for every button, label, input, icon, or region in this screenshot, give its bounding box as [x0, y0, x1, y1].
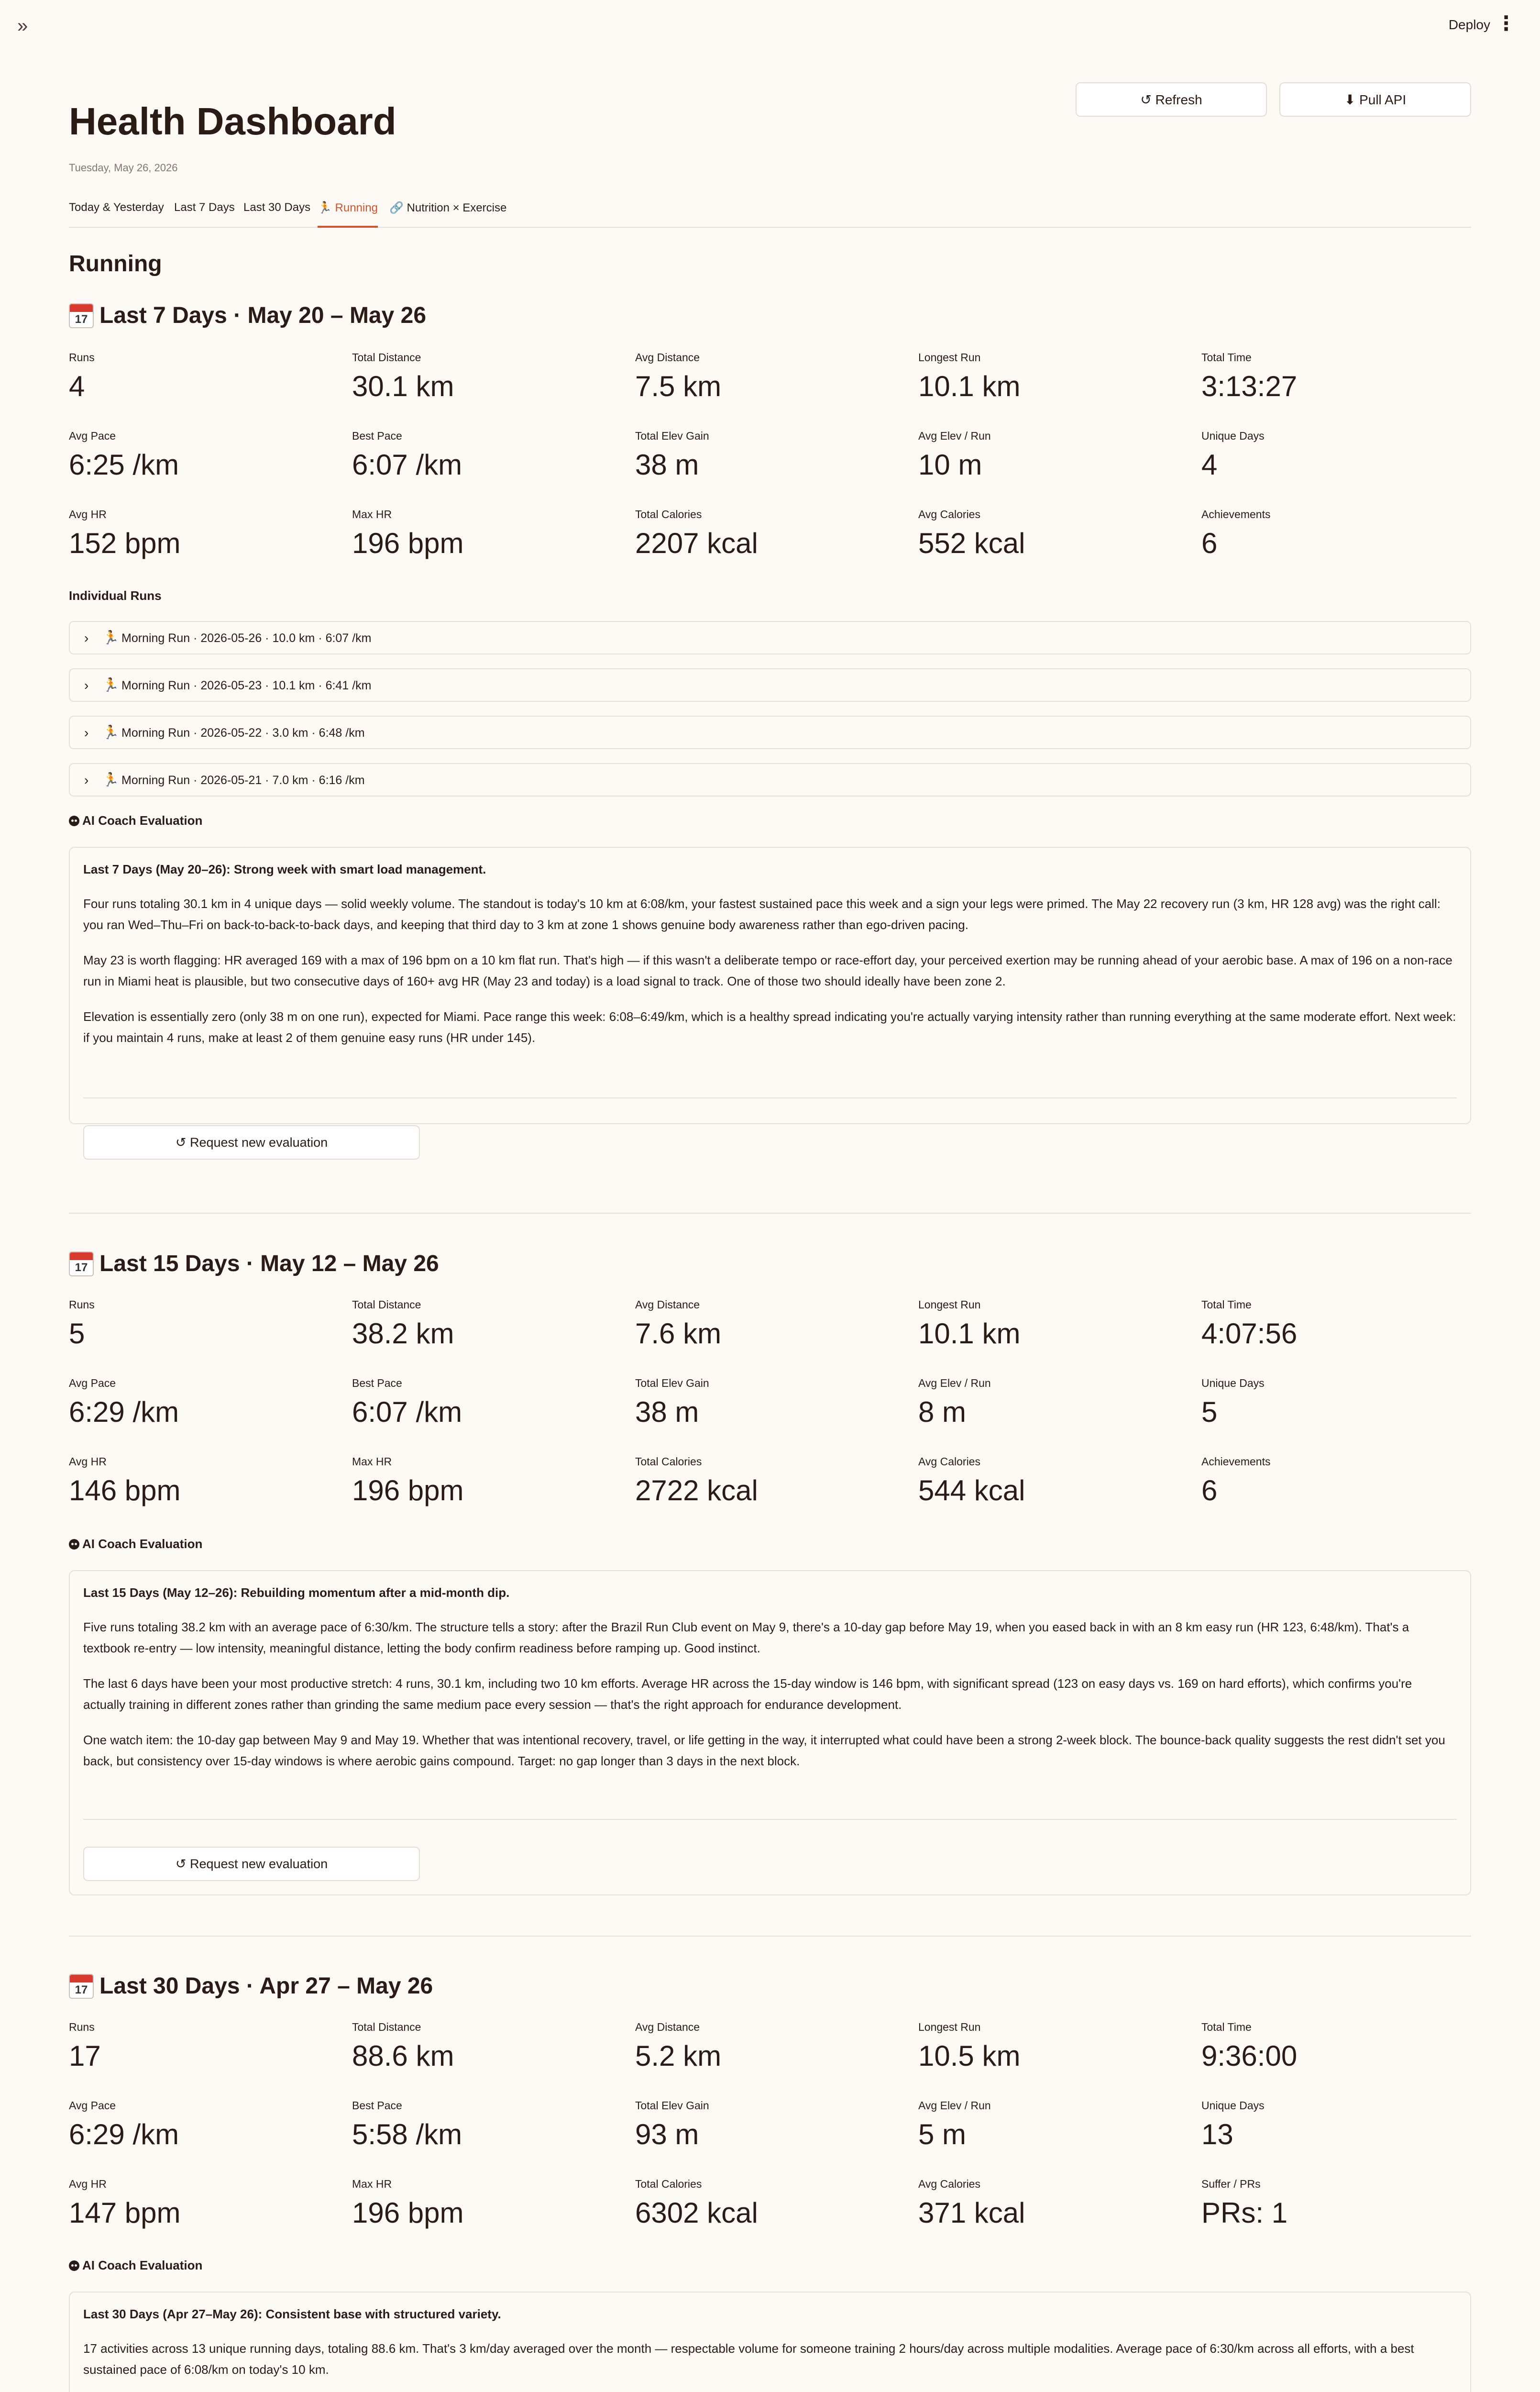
metric-label: Total Calories [635, 1455, 702, 1468]
section-title: Running [69, 251, 162, 277]
metric-value: 4:07:56 [1201, 1318, 1298, 1350]
double-chevron-right-icon[interactable]: » [17, 15, 28, 36]
metric-unique-days [1201, 430, 1469, 481]
metric-label: Avg HR [69, 2178, 107, 2190]
metric-avg-distance [635, 2021, 903, 2072]
metric-label: Total Elev Gain [635, 430, 709, 442]
metric-value: 2207 kcal [635, 527, 758, 559]
individual-runs-heading: Individual Runs [69, 588, 162, 603]
calendar-icon: 17 [69, 303, 94, 328]
tab-today-yesterday[interactable]: Today & Yesterday [69, 201, 164, 214]
metric-total-distance [352, 351, 620, 403]
metric-value: 5 [69, 1318, 85, 1350]
metric-value: 146 bpm [69, 1474, 181, 1506]
metric-avg-calories [918, 508, 1186, 560]
metric-total-distance [352, 1298, 620, 1350]
metric-value: 6:07 /km [352, 1396, 462, 1428]
metric-value: 17 [69, 2040, 101, 2072]
metric-label: Achievements [1201, 508, 1271, 520]
tab-bar [69, 197, 1471, 228]
metric-value: 7.5 km [635, 370, 722, 402]
tab-nutrition-exercise[interactable]: 🔗 Nutrition × Exercise [389, 201, 507, 214]
metric-label: Best Pace [352, 430, 402, 442]
metric-value: 4 [69, 370, 85, 402]
period-heading-7-days [69, 302, 426, 329]
metric-label: Suffer / PRs [1201, 2178, 1261, 2190]
metric-total-elev-gain [635, 430, 903, 481]
coach-evaluation-card [69, 847, 1471, 1150]
chevron-right-icon: › [84, 773, 89, 787]
metric-label: Max HR [352, 2178, 392, 2190]
metric-value: 38.2 km [352, 1318, 454, 1350]
top-bar [0, 0, 1540, 53]
tab-last-7-days[interactable]: Last 7 Days [174, 201, 235, 214]
metric-label: Avg Distance [635, 1298, 700, 1311]
metric-unique-days [1201, 1377, 1469, 1429]
metric-best-pace [352, 1377, 620, 1429]
robot-icon [69, 2260, 79, 2271]
metric-best-pace [352, 2099, 620, 2151]
period-heading-text: Last 7 Days · May 20 – May 26 [99, 303, 427, 328]
metric-total-calories [635, 2178, 903, 2229]
run-expander-label: Morning Run · 2026-05-21 · 7.0 km · 6:16 /km [121, 774, 365, 787]
metric-label: Avg Distance [635, 351, 700, 364]
metric-label: Avg Calories [918, 508, 980, 520]
metric-best-pace [352, 430, 620, 481]
metric-value: 6 [1201, 1474, 1218, 1506]
metric-label: Unique Days [1201, 430, 1265, 442]
run-expander[interactable] [69, 716, 1471, 749]
metric-value: 10.1 km [918, 370, 1021, 402]
metric-label: Total Calories [635, 2178, 702, 2190]
metric-avg-hr [69, 1455, 337, 1507]
metric-label: Max HR [352, 508, 392, 520]
active-tab-indicator [318, 226, 378, 228]
metric-label: Total Distance [352, 1298, 421, 1311]
run-expander-label: Morning Run · 2026-05-23 · 10.1 km · 6:41 /km [121, 679, 372, 692]
chevron-right-icon: › [84, 631, 89, 645]
metric-value: 5.2 km [635, 2040, 722, 2072]
coach-title: Last 7 Days (May 20–26): Strong week with smart load management. [83, 862, 486, 876]
metric-label: Avg Calories [918, 2178, 980, 2190]
metric-value: 6302 kcal [635, 2197, 758, 2229]
run-expander[interactable] [69, 763, 1471, 797]
metric-value: 13 [1201, 2118, 1233, 2150]
metric-longest-run [918, 2021, 1186, 2072]
metric-value: 9:36:00 [1201, 2040, 1298, 2072]
metric-value: 196 bpm [352, 2197, 464, 2229]
metric-avg-elev-run [918, 430, 1186, 481]
coach-paragraph: The last 6 days have been your most productive stretch: 4 runs, 30.1 km, including two 10 km efforts. Average HR across the 15-day window is 146 bpm, with significant spread (123 on easy days vs. 169 on hard efforts), which confirms you're actually training in different zones rather than grinding the same medium pace every session — that's the right approach for endurance development. [83, 1676, 1412, 1712]
metric-label: Runs [69, 2021, 95, 2033]
metric-label: Avg Elev / Run [918, 430, 991, 442]
metric-label: Total Elev Gain [635, 1377, 709, 1389]
metric-value: 6:07 /km [352, 449, 462, 481]
metric-label: Total Time [1201, 351, 1252, 364]
chevron-right-icon: › [84, 678, 89, 693]
metric-avg-elev-run [918, 1377, 1186, 1429]
calendar-icon: 17 [69, 1974, 94, 1999]
metric-label: Unique Days [1201, 1377, 1265, 1389]
metric-label: Total Calories [635, 508, 702, 520]
coach-heading-text: AI Coach Evaluation [82, 813, 203, 828]
request-evaluation-button[interactable]: ↺ Request new evaluation [83, 1847, 420, 1881]
metric-avg-hr [69, 2178, 337, 2229]
metric-value: 93 m [635, 2118, 699, 2150]
metric-value: 152 bpm [69, 527, 181, 559]
metric-max-hr [352, 2178, 620, 2229]
metric-label: Avg Elev / Run [918, 2099, 991, 2112]
metric-value: 10.5 km [918, 2040, 1021, 2072]
metric-avg-pace [69, 1377, 337, 1429]
metric-value: 30.1 km [352, 370, 454, 402]
metric-label: Longest Run [918, 2021, 981, 2033]
card-divider [83, 1819, 1457, 1820]
card-divider [83, 1097, 1457, 1098]
metric-value: 6:25 /km [69, 449, 179, 481]
coach-evaluation-card [69, 1570, 1471, 1895]
metric-longest-run [918, 351, 1186, 403]
tab-last-30-days[interactable]: Last 30 Days [243, 201, 311, 214]
metric-label: Avg Pace [69, 2099, 116, 2112]
metric-runs [69, 1298, 337, 1350]
period-heading-text: Last 15 Days · May 12 – May 26 [99, 1251, 439, 1276]
coach-heading [69, 813, 202, 828]
metric-value: 38 m [635, 1396, 699, 1428]
metric-value: 6 [1201, 527, 1218, 559]
metric-value: 4 [1201, 449, 1218, 481]
metric-label: Avg Distance [635, 2021, 700, 2033]
metric-max-hr [352, 1455, 620, 1507]
tab-running[interactable]: 🏃 Running [318, 201, 378, 214]
metric-label: Total Elev Gain [635, 2099, 709, 2112]
coach-title: Last 30 Days (Apr 27–May 26): Consistent base with structured variety. [83, 2307, 501, 2321]
metric-label: Total Time [1201, 2021, 1252, 2033]
pull-api-button[interactable]: ⬇ Pull API [1279, 82, 1471, 117]
metric-label: Unique Days [1201, 2099, 1265, 2112]
metric-unique-days [1201, 2099, 1469, 2151]
deploy-button[interactable]: Deploy [1448, 17, 1490, 32]
metric-label: Best Pace [352, 2099, 402, 2112]
metric-total-time [1201, 1298, 1469, 1350]
metric-value: PRs: 1 [1201, 2197, 1288, 2229]
page-title: Health Dashboard [69, 100, 396, 143]
metric-value: 147 bpm [69, 2197, 181, 2229]
run-expander-label: Morning Run · 2026-05-26 · 10.0 km · 6:07 /km [121, 631, 372, 645]
metric-total-calories [635, 1455, 903, 1507]
metric-avg-hr [69, 508, 337, 560]
metric-total-time [1201, 351, 1469, 403]
run-expander-label: Morning Run · 2026-05-22 · 3.0 km · 6:48 /km [121, 726, 365, 740]
metric-max-hr [352, 508, 620, 560]
metric-avg-distance [635, 351, 903, 403]
metric-runs [69, 2021, 337, 2072]
runner-icon: 🏃 [102, 772, 119, 787]
metric-avg-distance [635, 1298, 903, 1350]
metric-value: 5 [1201, 1396, 1218, 1428]
coach-title: Last 15 Days (May 12–26): Rebuilding momentum after a mid-month dip. [83, 1585, 510, 1600]
runner-icon: 🏃 [102, 677, 119, 692]
metric-value: 6:29 /km [69, 1396, 179, 1428]
period-heading-text: Last 30 Days · Apr 27 – May 26 [99, 1973, 433, 1999]
metric-total-time [1201, 2021, 1469, 2072]
metric-label: Longest Run [918, 351, 981, 364]
metric-label: Avg HR [69, 1455, 107, 1468]
chevron-right-icon: › [84, 725, 89, 740]
metric-value: 196 bpm [352, 1474, 464, 1506]
metric-label: Total Time [1201, 1298, 1252, 1311]
metric-label: Avg Pace [69, 430, 116, 442]
metric-avg-pace [69, 430, 337, 481]
metric-label: Longest Run [918, 1298, 981, 1311]
metric-label: Runs [69, 351, 95, 364]
metric-value: 10 m [918, 449, 982, 481]
metric-avg-calories [918, 2178, 1186, 2229]
section-divider [69, 1936, 1471, 1937]
coach-evaluation-card [69, 2292, 1471, 2392]
metric-value: 552 kcal [918, 527, 1025, 559]
coach-paragraph: Four runs totaling 30.1 km in 4 unique days — solid weekly volume. The standout is today's 10 km at 6:08/km, your fastest sustained pace this week and a sign your legs were primed. The May 22 recovery run (3 km, HR 128 avg) was the right call: you ran Wed–Thu–Fri on back-to-back-to-back days, and keeping that third day to 3 km at zone 1 shows genuine body awareness rather than ego-driven pacing. [83, 897, 1441, 932]
run-expander[interactable] [69, 621, 1471, 654]
metric-value: 88.6 km [352, 2040, 454, 2072]
metric-label: Avg Pace [69, 1377, 116, 1389]
refresh-button[interactable]: ↺ Refresh [1076, 82, 1267, 117]
coach-heading-text: AI Coach Evaluation [82, 1537, 203, 1551]
metric-avg-elev-run [918, 2099, 1186, 2151]
metric-achievements [1201, 508, 1469, 560]
metric-value: 6:29 /km [69, 2118, 179, 2150]
metric-value: 196 bpm [352, 527, 464, 559]
metric-total-elev-gain [635, 2099, 903, 2151]
metric-label: Total Distance [352, 2021, 421, 2033]
metric-label: Best Pace [352, 1377, 402, 1389]
metric-avg-calories [918, 1455, 1186, 1507]
run-expander[interactable] [69, 668, 1471, 702]
metric-value: 8 m [918, 1396, 967, 1428]
page-date: Tuesday, May 26, 2026 [69, 162, 178, 174]
coach-paragraph: Five runs totaling 38.2 km with an average pace of 6:30/km. The structure tells a story: after the Brazil Run Club event on May 9, there's a 10-day gap before May 19, when you eased back in with an 8 km easy run (HR 123, 6:48/km). That's a textbook re-entry — low intensity, meaningful distance, letting the body confirm readiness before ramping up. Good instinct. [83, 1620, 1409, 1655]
metric-label: Total Distance [352, 351, 421, 364]
metric-total-calories [635, 508, 903, 560]
coach-heading [69, 1537, 202, 1551]
period-heading-15-days [69, 1251, 439, 1277]
metric-value: 371 kcal [918, 2197, 1025, 2229]
metric-label: Avg HR [69, 508, 107, 520]
coach-paragraph: Elevation is essentially zero (only 38 m on one run), expected for Miami. Pace range this week: 6:08–6:49/km, which is a healthy spread indicating you're actually varying intensity rather than running everything at the same moderate effort. Next week: if you maintain 4 runs, make at least 2 of them genuine easy runs (HR under 145). [83, 1009, 1456, 1045]
metric-label: Runs [69, 1298, 95, 1311]
metric-total-elev-gain [635, 1377, 903, 1429]
metric-longest-run [918, 1298, 1186, 1350]
coach-heading-text: AI Coach Evaluation [82, 2258, 203, 2272]
period-heading-30-days [69, 1973, 433, 1999]
coach-paragraph: 17 activities across 13 unique running days, totaling 88.6 km. That's 3 km/day averaged over the month — respectable volume for someone training 2 hours/day across multiple modalities. Average pace of 6:30/km across all efforts, with a best sustained pace of 6:08/km on today's 10 km. [83, 2341, 1414, 2377]
runner-icon: 🏃 [102, 630, 119, 645]
metric-label: Avg Calories [918, 1455, 980, 1468]
metric-value: 3:13:27 [1201, 370, 1298, 402]
metric-label: Achievements [1201, 1455, 1271, 1468]
metric-value: 2722 kcal [635, 1474, 758, 1506]
coach-paragraph: One watch item: the 10-day gap between May 9 and May 19. Whether that was intentional recovery, travel, or life getting in the way, it interrupted what could have been a strong 2-week block. The bounce-back quality suggests the rest didn't set you back, but consistency over 15-day windows is where aerobic gains compound. Target: no gap longer than 3 days in the next block. [83, 1733, 1445, 1768]
metric-value: 544 kcal [918, 1474, 1025, 1506]
metric-label: Avg Elev / Run [918, 1377, 991, 1389]
robot-icon [69, 1539, 79, 1550]
metric-value: 38 m [635, 449, 699, 481]
robot-icon [69, 816, 79, 826]
metric-label: Max HR [352, 1455, 392, 1468]
metric-value: 5 m [918, 2118, 967, 2150]
coach-paragraph: May 23 is worth flagging: HR averaged 169 with a max of 196 bpm on a 10 km flat run. That's high — if this wasn't a deliberate tempo or race-effort day, your perceived exertion may be running ahead of your aerobic base. A max of 196 on a non-race run in Miami heat is plausible, but two consecutive days of 160+ avg HR (May 23 and today) is a load signal to track. One of those two should ideally have been zone 2. [83, 953, 1452, 988]
coach-heading [69, 2258, 202, 2273]
metric-suffer-prs [1201, 2178, 1469, 2229]
runner-icon: 🏃 [102, 725, 119, 740]
metric-value: 5:58 /km [352, 2118, 462, 2150]
metric-value: 10.1 km [918, 1318, 1021, 1350]
kebab-icon[interactable]: ⋮ [1496, 12, 1516, 34]
metric-total-distance [352, 2021, 620, 2072]
metric-avg-pace [69, 2099, 337, 2151]
request-evaluation-button[interactable]: ↺ Request new evaluation [83, 1125, 420, 1160]
calendar-icon: 17 [69, 1251, 94, 1276]
metric-achievements [1201, 1455, 1469, 1507]
section-divider [69, 1213, 1471, 1214]
metric-value: 7.6 km [635, 1318, 722, 1350]
metric-runs [69, 351, 337, 403]
